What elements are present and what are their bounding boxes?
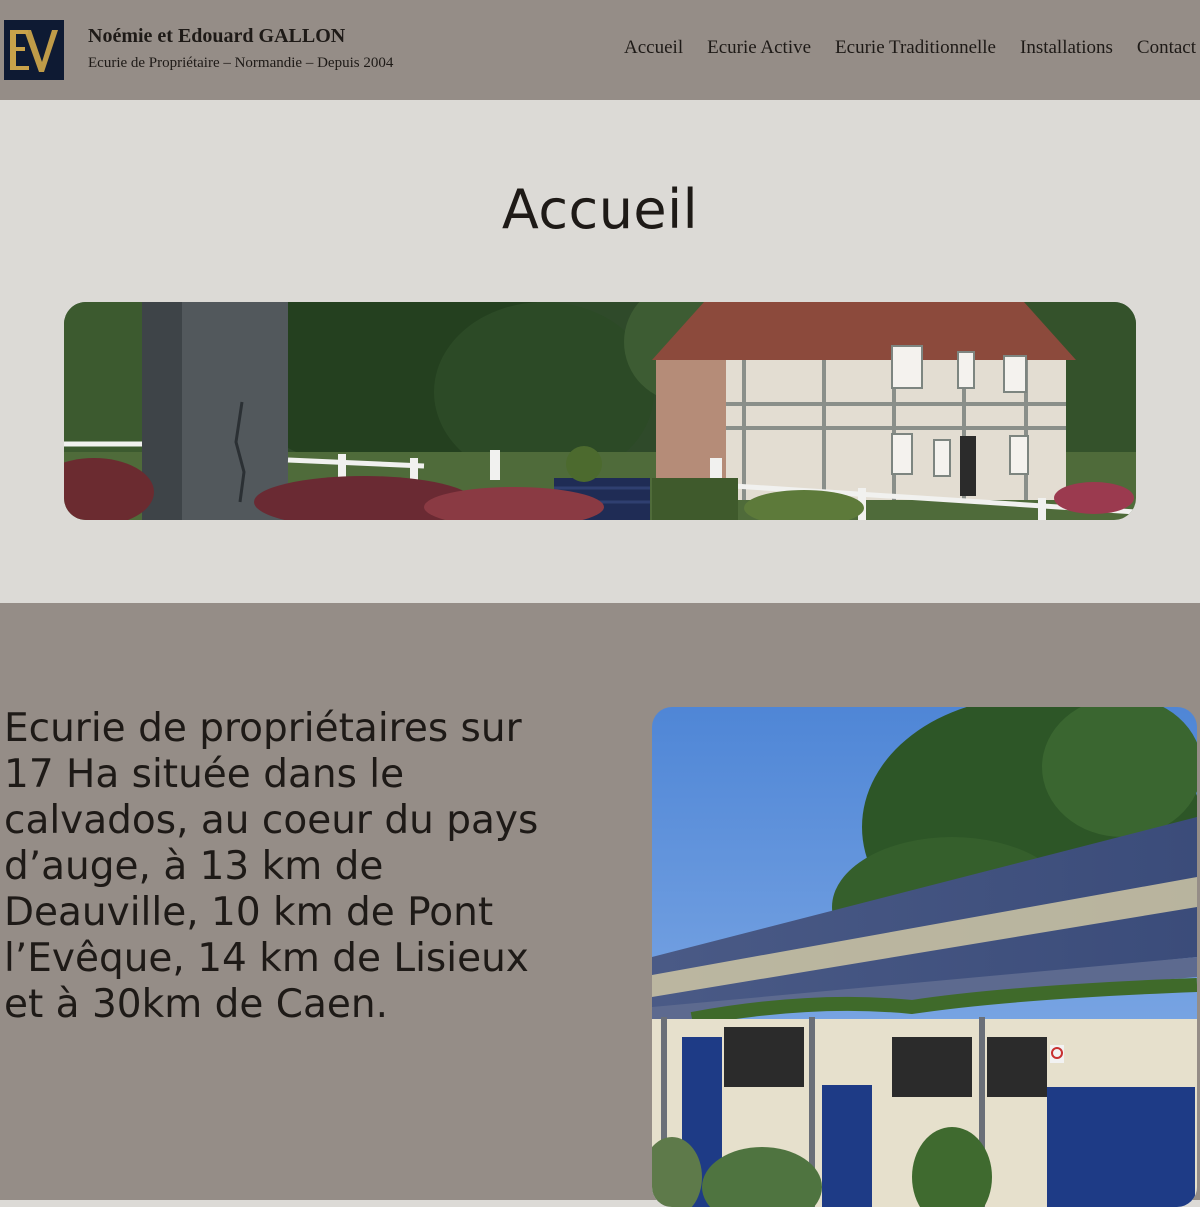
stable-image bbox=[652, 707, 1197, 1207]
site-logo[interactable] bbox=[4, 20, 64, 80]
nav-item-installations[interactable]: Installations bbox=[1020, 37, 1113, 58]
page-title: Accueil bbox=[501, 178, 699, 241]
site-tagline: Ecurie de Propriétaire – Normandie – Depuis 2004 bbox=[88, 55, 394, 71]
site-header bbox=[0, 0, 1200, 100]
ev-monogram-icon bbox=[4, 20, 64, 80]
nav-item-ecurie-traditionnelle[interactable]: Ecurie Traditionnelle bbox=[835, 37, 996, 58]
main-nav bbox=[624, 37, 1196, 59]
house-photo bbox=[64, 302, 1136, 520]
nav-item-contact[interactable]: Contact bbox=[1136, 37, 1196, 58]
nav-item-accueil[interactable]: Accueil bbox=[624, 37, 684, 58]
intro-text: Ecurie de propriétaires sur 17 Ha située dans le calvados, au coeur du pays d’auge, à 13 km de Deauville, 10 km de Pont l’Evêque, 14 km de Lisieux et à 30km de Caen. bbox=[4, 706, 539, 1027]
nav-item-ecurie-active[interactable]: Ecurie Active bbox=[707, 37, 812, 58]
hero-section bbox=[0, 100, 1200, 603]
content-section bbox=[0, 603, 1200, 1200]
banner-image bbox=[64, 302, 1136, 520]
site-title[interactable]: Noémie et Edouard GALLON bbox=[88, 25, 346, 47]
stable-photo bbox=[652, 707, 1197, 1207]
